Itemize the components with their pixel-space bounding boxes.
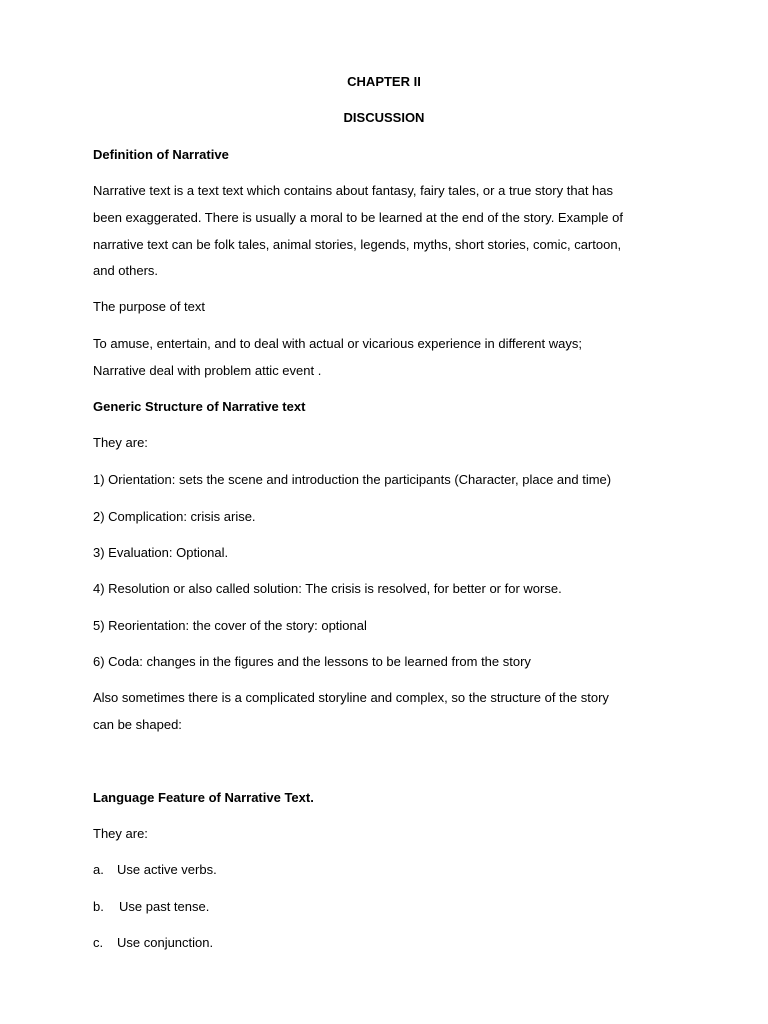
structure-item: 1) Orientation: sets the scene and introduction the participants (Character, place and time) bbox=[93, 472, 612, 487]
chapter-title: CHAPTER II bbox=[347, 74, 421, 89]
definition-heading: Definition of Narrative bbox=[93, 147, 229, 162]
list-item bbox=[93, 935, 213, 951]
purpose-line: Narrative deal with problem attic event . bbox=[93, 363, 322, 378]
purpose-heading: The purpose of text bbox=[93, 299, 206, 314]
list-marker: b. bbox=[93, 899, 104, 914]
language-intro: They are: bbox=[93, 826, 148, 841]
structure-item: 6) Coda: changes in the figures and the lessons to be learned from the story bbox=[93, 654, 531, 669]
structure-note-line: Also sometimes there is a complicated storyline and complex, so the structure of the story bbox=[93, 690, 609, 705]
structure-note-line: can be shaped: bbox=[93, 717, 182, 732]
list-item-text: Use conjunction. bbox=[117, 935, 214, 950]
definition-line: narrative text can be folk tales, animal stories, legends, myths, short stories, comic, cartoon, bbox=[93, 237, 622, 252]
list-item-text: Use past tense. bbox=[119, 899, 210, 914]
purpose-line: To amuse, entertain, and to deal with actual or vicarious experience in different ways; bbox=[93, 336, 582, 351]
list-item-text: Use active verbs. bbox=[117, 862, 217, 877]
structure-intro: They are: bbox=[93, 435, 148, 450]
structure-item: 2) Complication: crisis arise. bbox=[93, 509, 256, 524]
definition-line: been exaggerated. There is usually a moral to be learned at the end of the story. Example of bbox=[93, 210, 623, 225]
structure-heading: Generic Structure of Narrative text bbox=[93, 399, 306, 414]
language-heading: Language Feature of Narrative Text. bbox=[93, 790, 314, 805]
list-item bbox=[93, 899, 209, 915]
list-item bbox=[93, 862, 217, 878]
structure-item: 5) Reorientation: the cover of the story: optional bbox=[93, 618, 367, 633]
definition-line: and others. bbox=[93, 263, 159, 278]
list-marker: c. bbox=[93, 935, 104, 950]
structure-item: 3) Evaluation: Optional. bbox=[93, 545, 229, 560]
list-marker: a. bbox=[93, 862, 104, 877]
definition-line: Narrative text is a text text which contains about fantasy, fairy tales, or a true story that has bbox=[93, 183, 613, 198]
section-title: DISCUSSION bbox=[343, 110, 425, 125]
structure-item: 4) Resolution or also called solution: The crisis is resolved, for better or for worse. bbox=[93, 581, 562, 596]
